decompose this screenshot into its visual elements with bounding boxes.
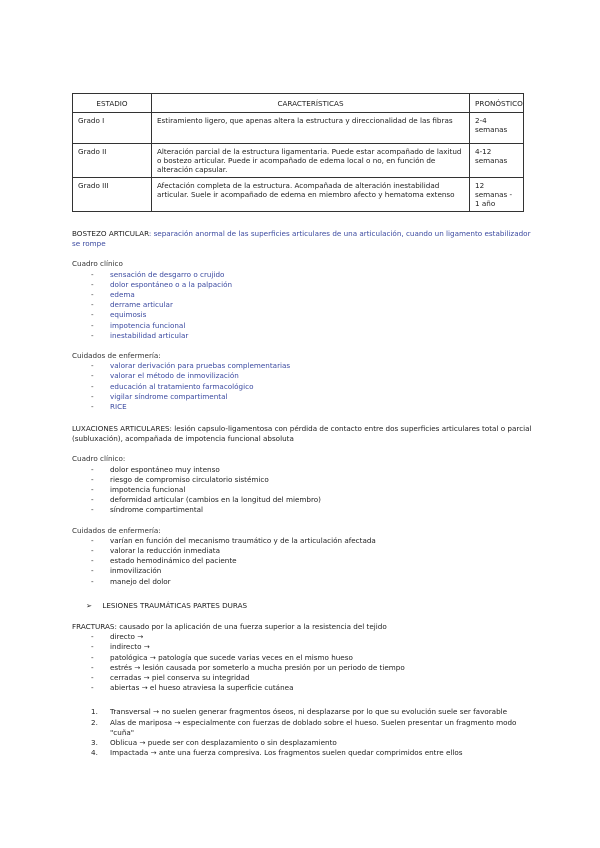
bostezo-cuidados-list xyxy=(72,361,532,412)
cell-caracteristicas: Afectación completa de la estructura. Acompañada de alteración inestabilidad articular. Suele ir acompañado de edema en miembro afecto y hematoma extenso xyxy=(152,178,470,212)
list-item: - derrame articular xyxy=(72,300,532,310)
list-item: - educación al tratamiento farmacológico xyxy=(72,382,532,392)
luxaciones-text: : lesión capsulo-ligamentosa con pérdida de contacto entre dos superficies articulares total o parcial (subluxación), acompañada de impotencia funcional absoluta xyxy=(72,424,532,444)
list-item xyxy=(72,738,532,748)
item-number: 1. xyxy=(91,707,98,717)
fracturas-title: FRACTURAS xyxy=(72,622,115,631)
luxaciones-title: LUXACIONES ARTICULARES xyxy=(72,424,170,433)
list-item: - valorar el método de inmovilización xyxy=(72,371,532,381)
list-item: - dolor espontáneo muy intenso xyxy=(72,465,532,475)
list-item: - manejo del dolor xyxy=(72,577,532,587)
table-row xyxy=(73,178,524,212)
bostezo-cuidados-label: Cuidados de enfermería: xyxy=(72,351,161,361)
cell-pronostico: 4-12 semanas xyxy=(470,144,524,178)
grades-table xyxy=(72,93,524,212)
list-item xyxy=(72,748,532,758)
list-item: - abiertas → el hueso atraviesa la superficie cutánea xyxy=(72,683,532,693)
list-item: - estrés → lesión causada por someterlo a mucha presión por un periodo de tiempo xyxy=(72,663,532,673)
cell-caracteristicas: Estiramiento ligero, que apenas altera la estructura y direccionalidad de las fibras xyxy=(152,113,470,144)
fracturas-definition xyxy=(72,622,532,632)
list-item xyxy=(72,718,532,738)
section-heading-text: LESIONES TRAUMÁTICAS PARTES DURAS xyxy=(102,601,248,610)
list-item: - patológica → patología que sucede varias veces en el mismo hueso xyxy=(72,653,532,663)
list-item: - sensación de desgarro o crujido xyxy=(72,270,532,280)
list-item: - vigilar síndrome compartimental xyxy=(72,392,532,402)
luxaciones-cuadro-label: Cuadro clínico: xyxy=(72,454,126,464)
cell-estadio: Grado III xyxy=(73,178,152,212)
item-number: 3. xyxy=(91,738,98,748)
bostezo-section xyxy=(72,229,532,412)
list-item: - dolor espontáneo o a la palpación xyxy=(72,280,532,290)
list-item: - deformidad articular (cambios en la longitud del miembro) xyxy=(72,495,532,505)
list-item: - impotencia funcional xyxy=(72,485,532,495)
list-item: - valorar la reducción inmediata xyxy=(72,546,532,556)
list-item: - cerradas → piel conserva su integridad xyxy=(72,673,532,683)
fracturas-text: : causado por la aplicación de una fuerza superior a la resistencia del tejido xyxy=(114,622,387,631)
list-item: - impotencia funcional xyxy=(72,321,532,331)
list-item: - RICE xyxy=(72,402,532,412)
table-row xyxy=(73,144,524,178)
luxaciones-section xyxy=(72,424,532,587)
list-item: - valorar derivación para pruebas complementarias xyxy=(72,361,532,371)
fracturas-tipos-list xyxy=(72,632,532,693)
luxaciones-cuadro-list xyxy=(72,465,532,516)
item-text: Impactada → ante una fuerza compresiva. Los fragmentos suelen quedar comprimidos entre ellos xyxy=(110,748,463,758)
header-estadio: ESTADIO xyxy=(73,94,152,113)
cell-pronostico: 12 semanas - 1 año xyxy=(470,178,524,212)
arrow-bullet-icon: ➢ xyxy=(86,601,93,610)
list-item: - riesgo de compromiso circulatorio sistémico xyxy=(72,475,532,485)
table-row xyxy=(73,113,524,144)
list-item: - síndrome compartimental xyxy=(72,505,532,515)
list-item: - inmovilización xyxy=(72,566,532,576)
list-item: - indirecto → xyxy=(72,642,532,652)
list-item: - varían en función del mecanismo traumático y de la articulación afectada xyxy=(72,536,532,546)
cell-pronostico: 2-4 semanas xyxy=(470,113,524,144)
table-header-row xyxy=(73,94,524,113)
bostezo-cuadro-list xyxy=(72,270,532,341)
cell-estadio: Grado II xyxy=(73,144,152,178)
header-caracteristicas: CARACTERÍSTICAS xyxy=(152,94,470,113)
list-item: - inestabilidad articular xyxy=(72,331,532,341)
item-text: Oblicua → puede ser con desplazamiento o sin desplazamiento xyxy=(110,738,337,748)
list-item xyxy=(72,707,532,717)
cell-caracteristicas: Alteración parcial de la estructura ligamentaria. Puede estar acompañado de laxitud o bostezo articular. Puede ir acompañado de edema local o no, en función de alteración capsular. xyxy=(152,144,470,178)
cell-estadio: Grado I xyxy=(73,113,152,144)
bostezo-definition xyxy=(72,229,532,249)
item-number: 2. xyxy=(91,717,98,727)
list-item: - equimosis xyxy=(72,310,532,320)
item-text: Transversal → no suelen generar fragmentos óseos, ni desplazarse por lo que su evolución suele ser favorable xyxy=(110,707,508,717)
list-item: - directo → xyxy=(72,632,532,642)
fracturas-section xyxy=(72,622,532,758)
section-heading xyxy=(86,601,546,611)
luxaciones-cuidados-label: Cuidados de enfermería: xyxy=(72,525,161,535)
luxaciones-cuidados-list xyxy=(72,536,532,587)
header-pronostico: PRONÓSTICO xyxy=(470,94,524,113)
list-item: - estado hemodinámico del paciente xyxy=(72,556,532,566)
bostezo-text: : separación anormal de las superficies articulares de una articulación, cuando un ligamento estabilizador se rompe xyxy=(72,229,531,249)
item-number: 4. xyxy=(91,748,98,758)
bostezo-title: BOSTEZO ARTICULAR xyxy=(72,229,149,238)
bostezo-cuadro-label: Cuadro clínico xyxy=(72,259,123,269)
list-item: - edema xyxy=(72,290,532,300)
item-text: Alas de mariposa → especialmente con fuerzas de doblado sobre el hueso. Suelen presentar un fragmento modo "cuña" xyxy=(110,717,517,737)
fracturas-numbered-list xyxy=(72,707,532,758)
luxaciones-definition xyxy=(72,424,532,444)
